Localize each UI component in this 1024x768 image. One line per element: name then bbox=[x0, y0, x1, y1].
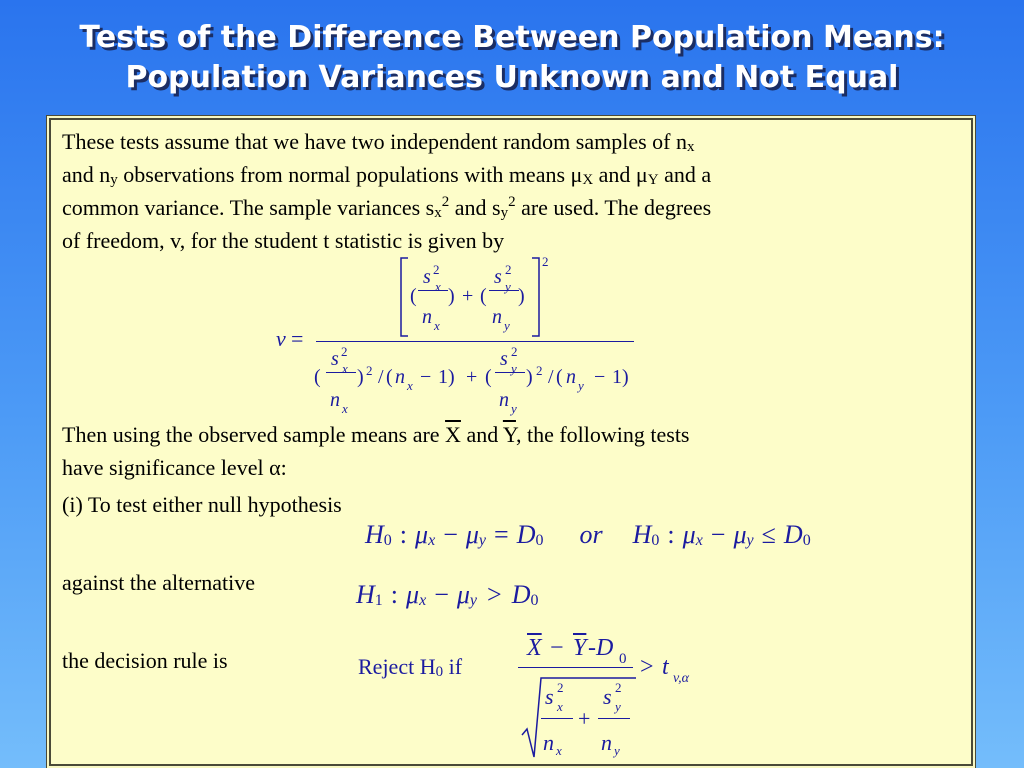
df-num-nx: n bbox=[422, 306, 432, 328]
xbar-symbol: $\overline{X}$ bbox=[445, 422, 461, 447]
then-line-2: have significance level α: bbox=[62, 455, 287, 480]
slide-title-line2: Population Variances Unknown and Not Equal bbox=[125, 60, 899, 95]
df-den-sx: s bbox=[331, 348, 339, 370]
decision-rule-label: the decision rule is bbox=[62, 648, 228, 673]
df-num-sx: s bbox=[423, 266, 431, 288]
den-sx: s bbox=[545, 684, 554, 709]
alt-hypothesis-label: against the alternative bbox=[62, 570, 256, 595]
decision-gt: > bbox=[640, 654, 654, 680]
df-den-plus: + bbox=[466, 366, 478, 388]
t-critical: t bbox=[662, 654, 669, 680]
df-equals: = bbox=[291, 326, 304, 351]
df-num-lparen-1: ( bbox=[410, 285, 417, 307]
intro-line-1: These tests assume that we have two independent random samples of $n_x$ bbox=[62, 129, 695, 155]
then-line-1: Then using the observed sample means are $\overline{X}$ and $\overline{Y}$, the following tests bbox=[62, 422, 690, 447]
den-ny: n bbox=[601, 730, 612, 755]
intro-line-4: of freedom, v, for the student t statistic is given by bbox=[62, 228, 505, 253]
den-nx: n bbox=[543, 730, 554, 755]
df-v: v bbox=[276, 326, 286, 351]
df-den-nx: n bbox=[330, 389, 340, 411]
df-den-ny: n bbox=[499, 389, 509, 411]
den-plus: + bbox=[578, 706, 591, 731]
intro-line-3: common variance. The sample variances $s_x^2$ and $s_y^2$ are used. The degrees bbox=[62, 194, 712, 221]
or-word: or bbox=[579, 520, 603, 549]
df-den-sy: s bbox=[500, 348, 508, 370]
numer-xbar: $\overline{X}$ bbox=[527, 635, 542, 661]
df-num-plus: + bbox=[462, 285, 474, 307]
slide-title-line1: Tests of the Difference Between Population Means: bbox=[79, 20, 945, 55]
df-num-sy: s bbox=[494, 266, 502, 288]
df-num-square: 2 bbox=[542, 254, 549, 269]
df-num-ny: n bbox=[492, 306, 502, 328]
reject-h0-text: Reject $H_0$ if bbox=[358, 654, 463, 680]
alt-hypothesis-formula: $H_1$ : $\mu_x - \mu_y > D_0$ bbox=[356, 580, 539, 609]
null-hypothesis-label: (i) To test either null hypothesis bbox=[62, 492, 342, 517]
den-sy: s bbox=[603, 684, 612, 709]
numer-ybar: $\overline{Y}$ bbox=[573, 635, 587, 661]
ybar-symbol: $\overline{Y}$ bbox=[502, 422, 516, 447]
intro-line-2: and $n_y$ observations from normal populations with means $\mu_X$ and $\mu_Y$ and a bbox=[62, 162, 712, 188]
null-hypothesis-formula: $H_0$ : $\mu_x - \mu_y = D_0$ or $H_0$ : $\mu_x - \mu_y \le D_0$ bbox=[365, 520, 811, 549]
